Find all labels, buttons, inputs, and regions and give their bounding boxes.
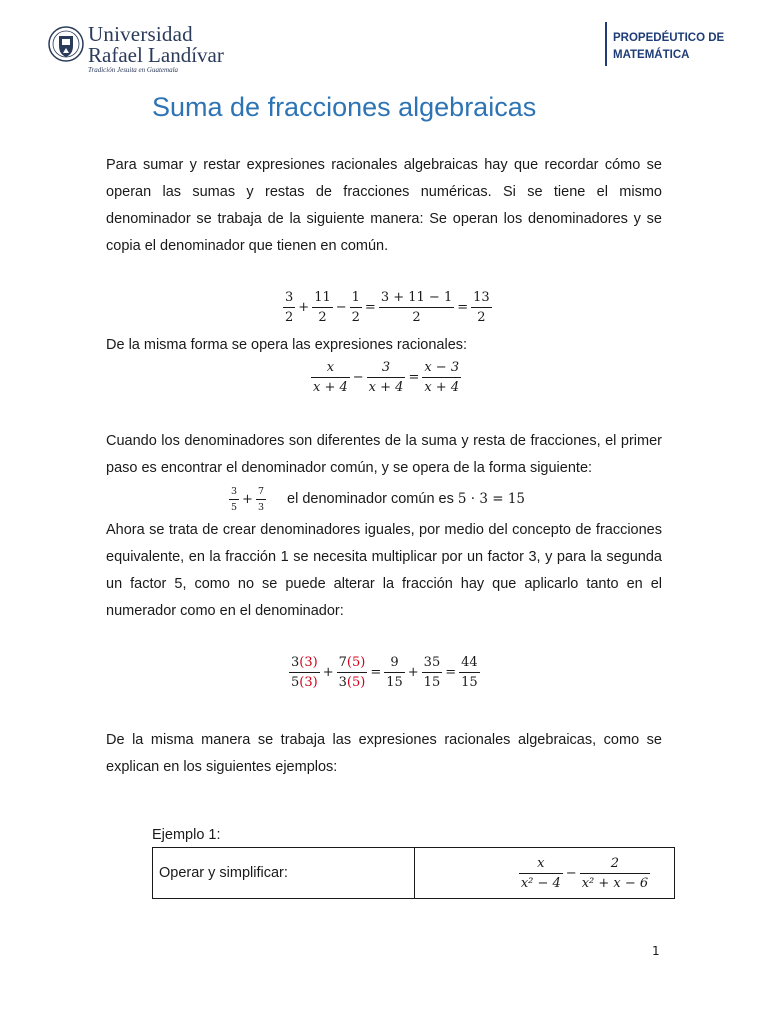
numerator: x (537, 855, 545, 871)
fraction (313, 290, 332, 325)
denominator: 2 (379, 307, 454, 325)
denominator: x² + x − 6 (580, 873, 650, 891)
common-denominator-product: 5 · 3 = 15 (457, 491, 526, 507)
numerator (338, 655, 367, 672)
example-label: Ejemplo 1: (152, 827, 221, 843)
denominator: 5 (229, 499, 239, 513)
equals-sign: = (457, 300, 469, 315)
operator: − (565, 865, 577, 881)
denominator: 15 (422, 672, 443, 690)
numerator: x (326, 360, 335, 375)
denominator: 15 (384, 672, 405, 690)
fraction (351, 290, 361, 325)
page-number: 1 (652, 944, 660, 958)
denominator (289, 672, 320, 690)
equals-sign: = (408, 370, 420, 385)
multiplier: (5) (346, 675, 366, 690)
example-table (152, 847, 675, 899)
course-title (613, 30, 724, 64)
logo-line2: Rafael Landívar (88, 43, 224, 67)
page-title: Suma de fracciones algebraicas (152, 92, 537, 122)
examples-intro-paragraph: De la misma manera se trabaja las expresiones racionales algebraicas, como se explican en los siguientes ejemplos: (106, 732, 662, 775)
denominator: x² − 4 (519, 873, 563, 891)
numerator (290, 655, 319, 672)
fraction (380, 290, 453, 325)
denominator (337, 672, 368, 690)
fraction (290, 655, 319, 690)
denominator: x + 4 (311, 377, 350, 395)
equivalent-fractions-paragraph: Ahora se trata de crear denominadores iguales, por medio del concepto de fracciones equivalente, en la fracción 1 se necesita multiplicar por un factor 3, y para la segunda un factor 5, como no se puede alterar la fracción hay que aplicarlo tanto en el numerador como en el denominador: (106, 522, 662, 619)
equation-equivalent-fractions (288, 655, 481, 690)
fraction (338, 655, 367, 690)
fraction (472, 290, 491, 325)
numerator: 44 (461, 655, 478, 670)
numerator: 3 + 11 − 1 (380, 290, 453, 305)
numerator: 3 (231, 486, 238, 497)
equation-rational-same-denominator (310, 360, 462, 395)
denominator: 2 (471, 307, 492, 325)
denominator: 2 (283, 307, 295, 325)
different-denominators-paragraph: Cuando los denominadores son diferentes de la suma y resta de fracciones, el primer paso es encontrar el denominador común, y se opera de la forma siguiente: (106, 433, 662, 476)
logo-tagline: Tradición Jesuita en Guatemala (88, 66, 179, 74)
logo-line1: Universidad (88, 22, 193, 46)
numerator: 9 (390, 655, 399, 670)
university-seal-icon (48, 24, 84, 64)
operator: + (242, 492, 253, 507)
course-title-line1: PROPEDÉUTICO DE (613, 32, 725, 44)
multiplier: (3) (299, 655, 318, 670)
equals-sign: = (370, 665, 382, 680)
numerator: 13 (473, 290, 490, 305)
equation-different-denominators (228, 486, 267, 513)
common-denominator-text: el denominador común es (287, 491, 454, 507)
numerator: 11 (314, 290, 331, 305)
factor: 3 (338, 675, 347, 690)
denominator: 2 (350, 307, 362, 325)
numerator: 1 (351, 290, 360, 305)
denominator: x + 4 (422, 377, 461, 395)
operator: − (335, 300, 347, 315)
equation-same-denominator (282, 290, 493, 325)
fraction (581, 856, 649, 891)
fraction (284, 290, 294, 325)
numerator: 2 (610, 855, 620, 871)
example-expression-cell (415, 848, 674, 898)
fraction (385, 655, 404, 690)
factor: 5 (291, 675, 300, 690)
numerator: x − 3 (424, 360, 460, 375)
equals-sign: = (445, 665, 457, 680)
example-expression (518, 856, 651, 891)
denominator: x + 4 (367, 377, 406, 395)
course-title-line2: MATEMÁTICA (613, 49, 690, 61)
university-logo (48, 24, 224, 75)
fraction (230, 486, 238, 513)
header-divider (605, 22, 607, 66)
denominator: 15 (459, 672, 480, 690)
numerator: 3 (285, 290, 294, 305)
rational-intro-text: De la misma forma se opera las expresiones racionales: (106, 337, 468, 353)
fraction (312, 360, 349, 395)
fraction (257, 486, 265, 513)
numerator: 35 (423, 655, 441, 670)
operator: + (407, 665, 419, 680)
fraction (368, 360, 405, 395)
factor: 3 (291, 655, 300, 670)
fraction (423, 655, 442, 690)
numerator: 7 (257, 486, 264, 497)
fraction (460, 655, 479, 690)
denominator: 2 (312, 307, 333, 325)
equals-sign: = (364, 300, 376, 315)
numerator: 3 (381, 360, 391, 375)
multiplier: (3) (299, 675, 318, 690)
fraction (520, 856, 562, 891)
common-denominator-note (287, 489, 525, 509)
intro-paragraph: Para sumar y restar expresiones racionales algebraicas hay que recordar cómo se operan las sumas y restas de fracciones numéricas. Si se tiene el mismo denominador se trabaja de la siguiente manera: Se operan los denominadores y se copia el denominador que tienen en común. (106, 157, 662, 254)
multiplier: (5) (346, 655, 366, 670)
factor: 7 (338, 655, 347, 670)
denominator: 3 (256, 499, 266, 513)
operator: + (298, 300, 310, 315)
operator: − (352, 370, 364, 385)
fraction (423, 360, 460, 395)
operator: + (322, 665, 334, 680)
example-instruction: Operar y simplificar: (153, 848, 415, 898)
